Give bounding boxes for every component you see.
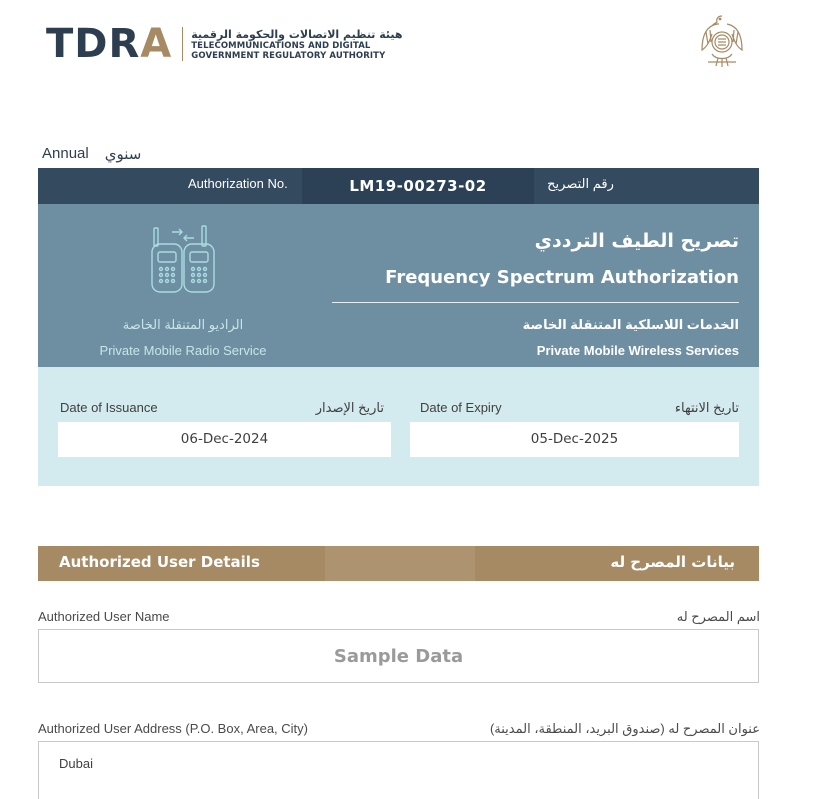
issuance-date-field: 06-Dec-2024 — [58, 422, 391, 457]
logo-wordmark: TDRA — [46, 21, 173, 67]
radio-service-english: Private Mobile Radio Service — [99, 343, 267, 358]
user-name-value: Sample Data — [333, 646, 464, 667]
authorization-number-bar — [38, 168, 759, 204]
tdra-logo — [46, 22, 403, 66]
authorization-title-panel — [38, 204, 759, 367]
user-name-label-ar: اسم المصرح له — [676, 609, 760, 624]
dates-panel — [38, 367, 759, 486]
logo-english-line1: TELECOMMUNICATIONS AND DIGITAL — [191, 40, 371, 51]
user-address-label-en: Authorized User Address (P.O. Box, Area, City) — [38, 721, 308, 736]
user-address-value: Dubai — [59, 756, 93, 771]
user-address-label-ar: عنوان المصرح له (صندوق البريد، المنطقة، المدينة) — [489, 721, 760, 736]
authorization-label-en: Authorization No. — [188, 176, 288, 191]
logo-text — [191, 28, 402, 61]
user-address-field — [38, 741, 759, 799]
logo-arabic-name: هيئة تنظيم الاتصالات والحكومة الرقمية — [191, 27, 403, 41]
user-name-label-en: Authorized User Name — [38, 609, 170, 624]
logo-english-line2: GOVERNMENT REGULATORY AUTHORITY — [191, 50, 386, 61]
service-arabic: الخدمات اللاسلكية المتنقلة الخاصة — [522, 317, 739, 332]
issuance-label-en: Date of Issuance — [60, 400, 158, 415]
logo-divider — [182, 27, 183, 61]
user-name-field — [38, 629, 759, 683]
service-english: Private Mobile Wireless Services — [536, 343, 739, 358]
title-arabic: تصريح الطيف الترددي — [534, 230, 739, 252]
section-title-english: Authorized User Details — [59, 553, 260, 571]
authorization-term — [42, 145, 141, 163]
issuance-label-ar: تاريخ الإصدار — [315, 400, 384, 415]
authorization-label-ar: رقم التصريح — [547, 176, 614, 191]
title-english: Frequency Spectrum Authorization — [385, 267, 739, 288]
term-arabic: سنوي — [104, 146, 142, 163]
section-title-arabic: بيانات المصرح له — [610, 553, 735, 571]
section-header-accent — [325, 546, 475, 581]
title-divider — [332, 302, 739, 303]
uae-falcon-emblem-icon — [698, 10, 746, 70]
expiry-label-ar: تاريخ الانتهاء — [674, 400, 739, 415]
expiry-date-field: 05-Dec-2025 — [410, 422, 739, 457]
authorization-number: LM19-00273-02 — [302, 168, 534, 204]
authorized-user-section-header — [38, 546, 759, 581]
radio-service-arabic: الراديو المتنقلة الخاصة — [122, 317, 244, 332]
term-english: Annual — [42, 145, 89, 162]
walkie-talkie-icon — [148, 224, 218, 296]
expiry-label-en: Date of Expiry — [420, 400, 502, 415]
